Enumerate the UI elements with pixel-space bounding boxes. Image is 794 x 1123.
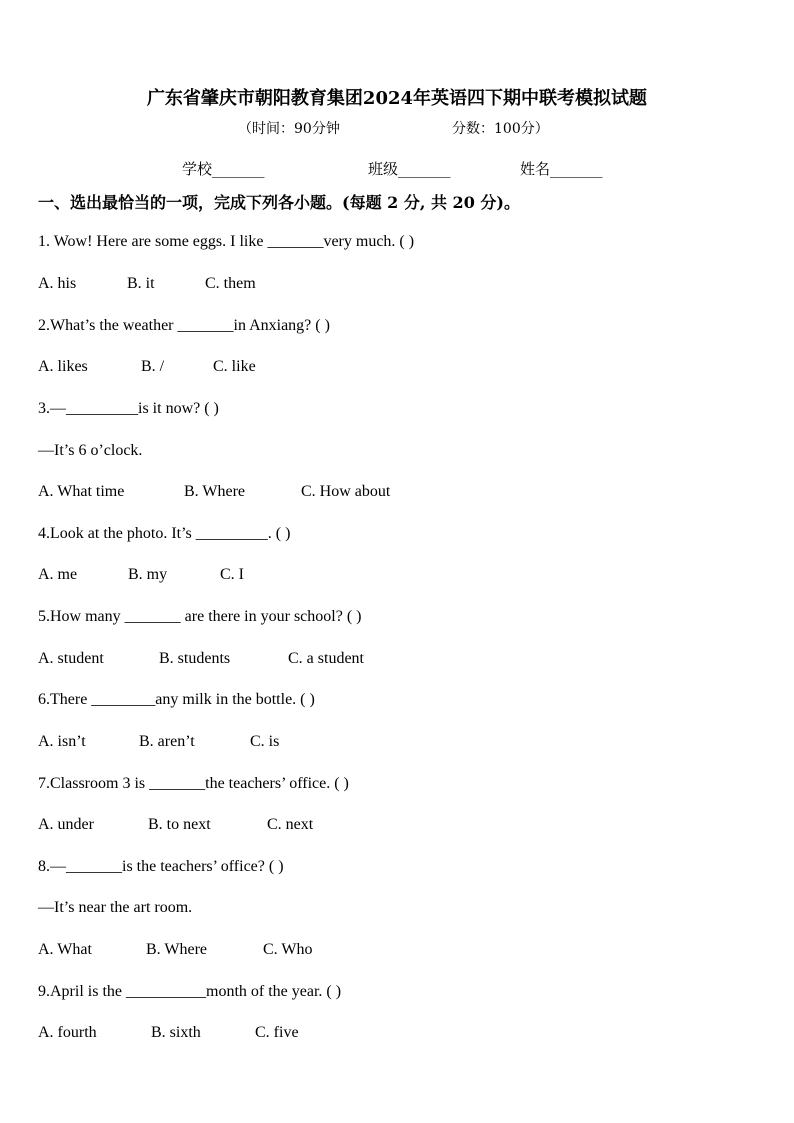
question-answer-line: —It’s 6 o’clock. — [38, 442, 143, 459]
question-stem: 5.How many _______ are there in your school? ( ) — [38, 608, 362, 625]
option-c: C. next — [267, 816, 314, 833]
option-c: C. five — [255, 1024, 299, 1041]
question-stem: 6.There ________any milk in the bottle. ( ) — [38, 691, 315, 708]
option-a: A. fourth — [38, 1024, 97, 1041]
exam-score: 分数：100分） — [452, 121, 549, 137]
option-b: B. to next — [148, 816, 211, 833]
exam-time: （时间：90分钟 — [238, 121, 340, 137]
option-a: A. isn’t — [38, 733, 86, 750]
question-stem: 8.—_______is the teachers’ office? ( ) — [38, 858, 284, 875]
question-stem: 7.Classroom 3 is _______the teachers’ office. ( ) — [38, 775, 349, 792]
school-field: 学校_______ — [182, 160, 265, 178]
option-b: B. Where — [184, 483, 246, 500]
option-b: B. it — [127, 275, 155, 292]
option-b: B. my — [128, 566, 168, 583]
option-c: C. Who — [263, 941, 313, 958]
option-a: A. likes — [38, 358, 88, 375]
option-a: A. under — [38, 816, 94, 833]
question-stem: 3.—_________is it now? ( ) — [38, 400, 219, 417]
option-c: C. I — [220, 566, 244, 583]
section-heading: 一、选出最恰当的一项，完成下列各小题。(每题 2 分, 共 20 分)。 — [38, 193, 520, 212]
option-c: C. How about — [301, 483, 391, 500]
option-c: C. them — [205, 275, 256, 292]
class-field: 班级_______ — [368, 160, 451, 178]
option-a: A. his — [38, 275, 77, 292]
option-b: B. Where — [146, 941, 208, 958]
option-a: A. What — [38, 941, 92, 958]
question-stem: 1. Wow! Here are some eggs. I like _______very much. ( ) — [38, 233, 415, 250]
question-stem: 4.Look at the photo. It’s _________. ( ) — [38, 525, 291, 542]
option-a: A. me — [38, 566, 78, 583]
question-stem: 2.What’s the weather _______in Anxiang? ( ) — [38, 317, 330, 334]
page-title: 广东省肇庆市朝阳教育集团2024年英语四下期中联考模拟试题 — [146, 88, 648, 109]
option-b: B. students — [159, 650, 231, 667]
option-a: A. What time — [38, 483, 125, 500]
question-answer-line: —It’s near the art room. — [38, 899, 193, 916]
name-field: 姓名_______ — [520, 160, 603, 178]
option-c: C. like — [213, 358, 256, 375]
question-stem: 9.April is the __________month of the year. ( ) — [38, 983, 342, 1000]
option-c: C. a student — [288, 650, 364, 667]
option-b: B. sixth — [151, 1024, 201, 1041]
option-a: A. student — [38, 650, 104, 667]
option-b: B. / — [141, 358, 165, 375]
option-b: B. aren’t — [139, 733, 195, 750]
option-c: C. is — [250, 733, 280, 750]
